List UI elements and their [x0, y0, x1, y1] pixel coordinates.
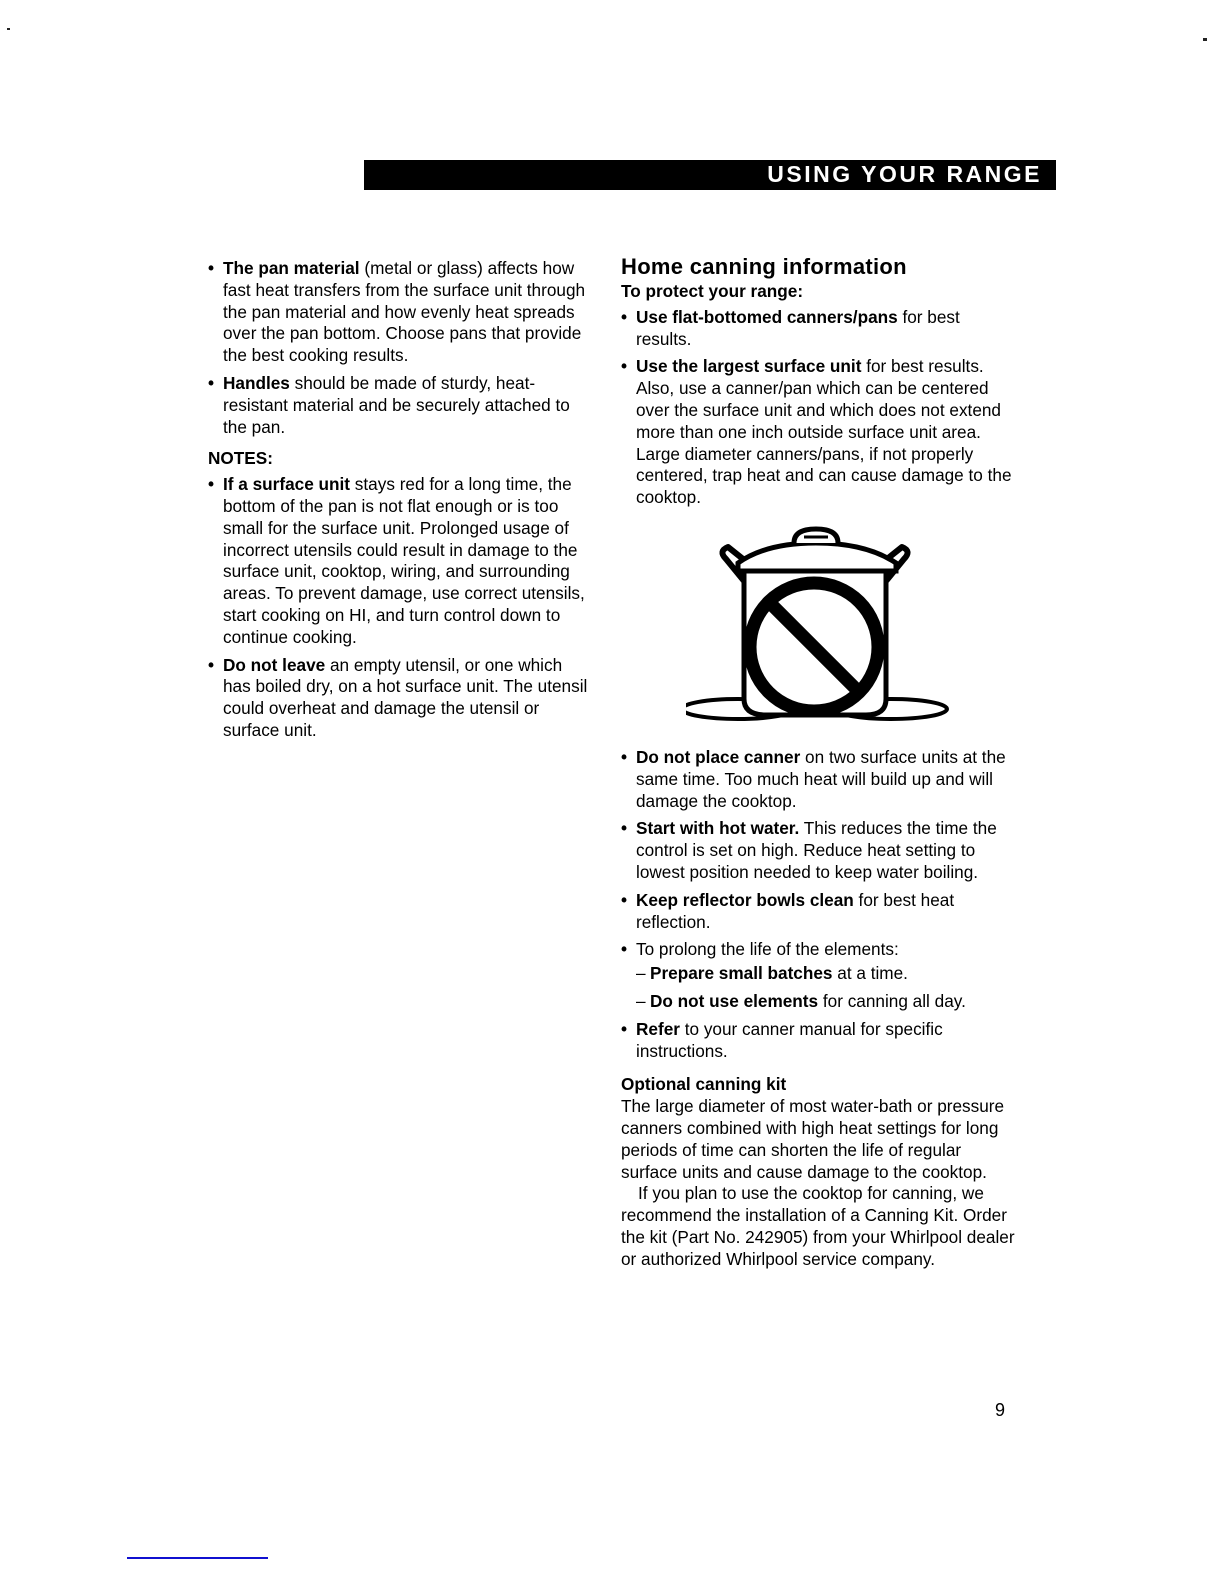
bullet-bold: Refer	[636, 1018, 680, 1039]
sub-list-item	[621, 991, 1016, 1013]
bullet-text: for best results. Also, use a canner/pan which can be centered over the surface unit and which does not extend more than one inch outside surface unit area. Large diameter canners/pans, if not properly centered, trap heat and can cause damage to the cooktop.	[636, 356, 1012, 508]
bullet-bold: The pan material	[223, 258, 360, 278]
bullet-bold: Keep reflector bowls clean	[636, 889, 854, 910]
kit-paragraph: If you plan to use the cooktop for canning, we recommend the installation of a Canning Kit. Order the kit (Part No. 242905) from your Whirlpool dealer or authorized Whirlpool service company.	[621, 1183, 1015, 1269]
bullet-bold: Handles	[223, 372, 290, 393]
list-item	[208, 655, 593, 742]
bullet-bold: Start with hot water.	[636, 818, 800, 839]
bullet-text: for best results.	[636, 306, 960, 349]
sub-item-text: for canning all day.	[818, 990, 966, 1011]
bullet-bold: If a surface unit	[223, 474, 351, 495]
page-number: 9	[995, 1400, 1006, 1420]
bullet-text: stays red for a long time, the bottom of the pan is not flat enough or is too small for the surface unit. Prolonged usage of incorrect utensils could result in damage to the surface unit, cooktop, wiring, and surrounding areas. To prevent damage, use correct utensils, start cooking on HI, and turn control down to continue cooking.	[223, 474, 585, 647]
left-column	[208, 258, 593, 748]
bullet-text: on two surface units at the same time. Too much heat will build up and will damage the cooktop.	[636, 746, 1006, 811]
bullet-text: (metal or glass) affects how fast heat transfers from the surface unit through the pan material and how evenly heat spreads over the pan bottom. Choose pans that provide the best cooking results.	[223, 258, 586, 366]
sub-item-text: at a time.	[832, 963, 908, 984]
bullet-text: should be made of sturdy, heat-resistant material and be securely attached to the pan.	[223, 372, 570, 437]
prohibited-canner-icon	[686, 519, 956, 739]
list-item	[621, 939, 1016, 961]
list-item	[621, 1019, 1016, 1063]
bullet-text: an empty utensil, or one which has boiled dry, on a hot surface unit. The utensil could overheat and damage the utensil or surface unit.	[223, 654, 588, 740]
list-item	[621, 307, 1016, 351]
bullet-text: To prolong the life of the elements:	[636, 939, 899, 960]
list-item	[621, 818, 1016, 883]
dash-mark: –	[636, 963, 646, 984]
kit-paragraph: The large diameter of most water-bath or pressure canners combined with high heat settings for long periods of time can shorten the life of regular surface units and cause damage to the cooktop.	[621, 1096, 1005, 1182]
section-title: Home canning information	[621, 254, 907, 279]
list-item	[208, 474, 593, 648]
list-item	[621, 890, 1016, 934]
sub-item-bold: Prepare small batches	[650, 963, 833, 984]
section-header-bar	[364, 160, 1056, 190]
bullet-bold: Do not place canner	[636, 746, 801, 767]
sub-list-item	[621, 963, 1016, 985]
list-item	[208, 258, 593, 367]
section-header-title: USING YOUR RANGE	[767, 161, 1042, 187]
bullet-text: to your canner manual for specific instructions.	[636, 1018, 943, 1061]
bullet-bold: Use the largest surface unit	[636, 356, 862, 377]
notes-label: NOTES:	[208, 448, 273, 469]
bullet-text: This reduces the time the control is set on high. Reduce heat setting to lowest position needed to keep water boiling.	[636, 818, 997, 882]
list-item	[621, 747, 1016, 812]
kit-heading: Optional canning kit	[621, 1074, 787, 1095]
dash-mark: –	[636, 990, 646, 1011]
pot-lid-shape	[738, 543, 896, 571]
bullet-bold: Use flat-bottomed canners/pans	[636, 306, 898, 327]
subheading: To protect your range:	[621, 281, 804, 301]
bullet-text: for best heat reflection.	[636, 889, 955, 932]
list-item	[621, 356, 1016, 509]
sub-item-bold: Do not use elements	[650, 990, 819, 1011]
list-item	[208, 373, 593, 438]
scan-speck	[1203, 38, 1207, 41]
bullet-bold: Do not leave	[223, 654, 326, 675]
right-column	[621, 253, 1016, 1271]
canner-figure	[621, 519, 1016, 739]
scan-blue-line	[127, 1557, 268, 1559]
scan-speck	[7, 28, 10, 30]
